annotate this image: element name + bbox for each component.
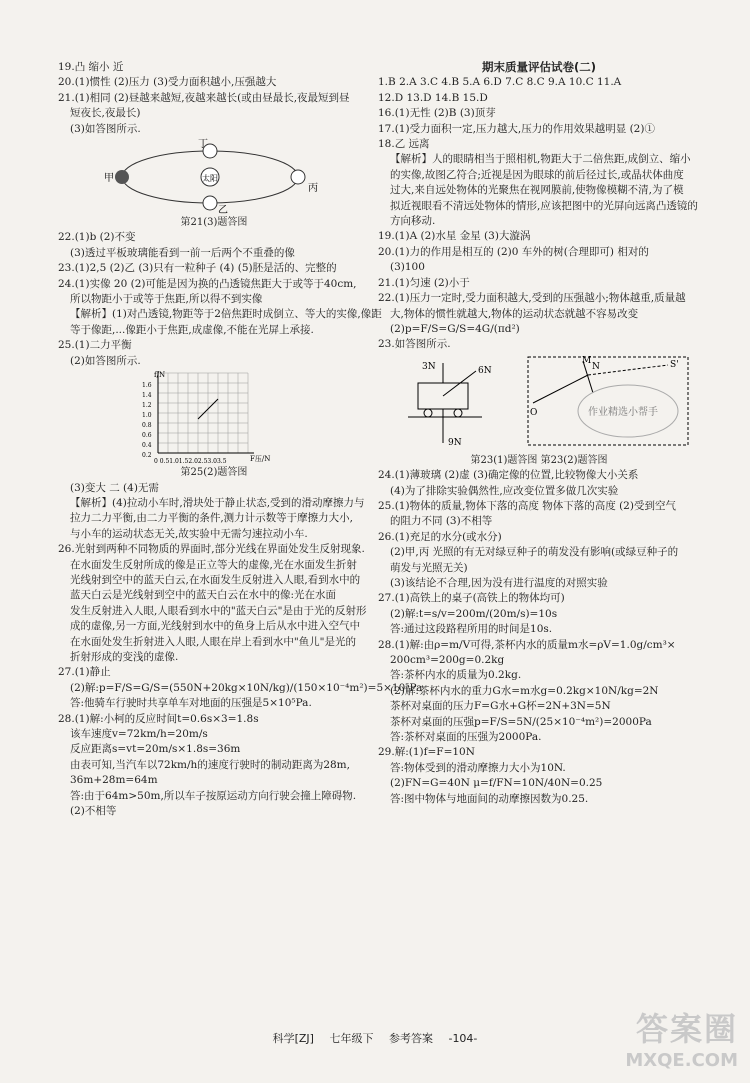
footer-grade: 七年级下: [329, 1032, 374, 1045]
text-line: 16.(1)无性 (2)B (3)顶芽: [378, 107, 496, 120]
text-line: 18.乙 远离: [378, 138, 430, 151]
text-line: 21.(1)相同 (2)昼越来越短,夜越来越长(或由昼最长,夜最短到昼: [58, 91, 350, 104]
text-line: 26.光射到两种不同物质的界面时,部分光线在界面处发生反射现象.: [58, 543, 365, 556]
text-line: 成的虚像,另一方面,光线射到水中的鱼身上后从水中进入空气中: [70, 620, 361, 633]
ytick: 0.4: [142, 442, 152, 450]
text-line: 折射形成的变浅的虚像.: [70, 650, 179, 663]
text-line: 在水面处发生折射进入人眼,人眼在岸上看到水中"鱼儿"是光的: [70, 635, 356, 648]
ytick: 0.2: [142, 452, 152, 460]
watermark-logo: 答案圈: [635, 1010, 738, 1048]
text-line: 23.如答图所示.: [378, 338, 451, 351]
footer-type: 参考答案: [388, 1032, 433, 1045]
text-line: 【解析】(1)对凸透镜,物距等于2倍焦距时成倒立、等大的实像,像距: [70, 308, 382, 321]
text-line: (3)变大 二 (4)无需: [70, 481, 159, 494]
label-yi: 乙: [218, 205, 228, 217]
text-line: (2)解:p=F/S=G/S=(550N+20kg×10N/kg)/(150×10⁻⁴m²)=5×10⁵Pa: [70, 681, 423, 694]
footer-page: -104-: [448, 1032, 478, 1045]
label-sun: 太阳: [202, 174, 218, 184]
text-line: 答:图中物体与地面间的动摩擦因数为0.25.: [390, 792, 589, 805]
text-line: 答:由于64m>50m,所以车子按原运动方向行驶会撞上障碍物.: [70, 789, 357, 802]
text-line: 【解析】人的眼睛相当于照相机,物距大于二倍焦距,成倒立、缩小: [390, 153, 691, 166]
text-line: (2)解:茶杯内水的重力G水=m水g=0.2kg×10N/kg=2N: [390, 684, 659, 697]
text-line: (4)为了排除实验偶然性,应改变位置多做几次实验: [390, 484, 619, 497]
text-line: 等于像距,...像距小于焦距,成虚像,不能在光屏上承接.: [70, 323, 314, 336]
text-line: 12.D 13.D 14.B 15.D: [378, 91, 488, 104]
text-line: 该车速度v=72km/h=20m/s: [70, 728, 208, 740]
text-line: 的实像,故图乙符合;近视是因为眼球的前后径过长,或晶状体曲度: [390, 168, 684, 181]
ytick: 1.4: [142, 392, 152, 400]
label-bing: 丙: [308, 183, 318, 195]
text-line: 反应距离s=vt=20m/s×1.8s=36m: [70, 743, 241, 756]
text-line: 茶杯对桌面的压力F=G水+G杯=2N+3N=5N: [390, 700, 611, 713]
orbit-figure: [58, 137, 370, 215]
text-line: 22.(1)压力一定时,受力面积越大,受到的压强越小;物体越重,质量越: [378, 292, 686, 305]
text-line: 【解析】(4)拉动小车时,滑块处于静止状态,受到的滑动摩擦力与: [70, 496, 365, 509]
text-line: 拉力二力平衡,由二力平衡的条件,测力计示数等于摩擦力大小,: [70, 512, 354, 525]
text-line: (2)甲,丙 光照的有无对绿豆种子的萌发没有影响(或绿豆种子的: [390, 546, 679, 559]
text-line: (2)不相等: [70, 805, 117, 818]
label-9n: 9N: [448, 437, 462, 448]
text-line: 22.(1)b (2)不变: [58, 231, 136, 244]
force-and-mirror-figure: [378, 353, 700, 453]
text-line: 24.(1)薄玻璃 (2)虚 (3)确定像的位置,比较物像大小关系: [378, 469, 639, 482]
text-line: (2)如答图所示.: [70, 354, 141, 367]
text-line: 17.(1)受力面积一定,压力越大,压力的作用效果越明显 (2)①: [378, 122, 655, 135]
right-column: [378, 60, 700, 807]
text-line: 第23(1)题答图 第23(2)题答图: [470, 454, 608, 466]
text-line: 第25(2)题答图: [180, 467, 248, 479]
text-line: 36m+28m=64m: [70, 774, 158, 787]
text-line: 20.(1)力的作用是相互的 (2)0 车外的树(合理即可) 相对的: [378, 245, 649, 258]
text-line: (3)如答图所示.: [70, 122, 141, 135]
text-line: 大,物体的惯性就越大,物体的运动状态就越不容易改变: [390, 307, 639, 320]
text-line: 答:茶杯内水的质量为0.2kg.: [390, 669, 522, 682]
text-line: 方向移动.: [390, 215, 436, 228]
text-line: 在水面发生反射所成的像是正立等大的虚像,光在水面发生折射: [70, 558, 357, 571]
xlabel: F压/N: [250, 455, 271, 464]
text-line: 200cm³=200g=0.2kg: [390, 654, 505, 666]
text-line: 过大,来自远处物体的光聚焦在视网膜前,使物像模糊不清,为了模: [390, 184, 684, 197]
text-line: (2)FN=G=40N μ=f/FN=10N/40N=0.25: [390, 777, 603, 790]
text-line: 由表可知,当汽车以72km/h的速度行驶时的制动距离为28m,: [70, 758, 350, 771]
text-line: 29.解:(1)f=F=10N: [378, 746, 475, 759]
label-m: M: [582, 355, 592, 366]
ytick: 0.6: [142, 432, 152, 440]
text-line: 25.(1)物体的质量,物体下落的高度 物体下落的高度 (2)受到空气: [378, 499, 676, 512]
text-line: 20.(1)惯性 (2)压力 (3)受力面积越小,压强越大: [58, 76, 277, 89]
text-line: 拟近视眼看不清远处物体的情形,应该把图中的光屏向远离凸透镜的: [390, 199, 698, 212]
stamp-text: 作业精选小帮手: [588, 406, 658, 418]
footer-subject: 科学[ZJ]: [272, 1032, 314, 1045]
text-line: 28.(1)解:小柯的反应时间t=0.6s×3=1.8s: [58, 712, 259, 725]
text-line: 答:他骑车行驶时共享单车对地面的压强是5×10⁵Pa.: [70, 697, 312, 710]
text-line: 21.(1)匀速 (2)小于: [378, 276, 470, 289]
friction-graph: [58, 369, 370, 465]
exam-title: 期末质量评估试卷(二): [481, 60, 596, 74]
ytick: 1.2: [142, 402, 152, 410]
text-line: 28.(1)解:由ρ=m/V可得,茶杯内水的质量m水=ρV=1.0g/cm³×: [378, 638, 676, 651]
text-line: 27.(1)高铁上的桌子(高铁上的物体均可): [378, 592, 565, 605]
watermark-url: MXQE.COM: [625, 1050, 738, 1071]
text-line: 萌发与光照无关): [390, 561, 468, 574]
text-line: 答:物体受到的滑动摩擦力大小为10N.: [390, 761, 566, 774]
text-line: 蓝天白云是光线射到空中的蓝天白云在水中的像:光在水面: [70, 589, 337, 602]
ytick: 0.8: [142, 422, 152, 430]
label-6n: 6N: [478, 365, 492, 376]
text-line: (3)透过平板玻璃能看到一前一后两个不重叠的像: [70, 246, 295, 259]
text-line: 答:通过这段路程所用的时间是10s.: [390, 623, 553, 636]
text-line: 1.B 2.A 3.C 4.B 5.A 6.D 7.C 8.C 9.A 10.C 11.A: [378, 76, 622, 89]
text-line: 26.(1)充足的水分(或水分): [378, 530, 502, 543]
text-line: 短夜长,夜最长): [70, 107, 141, 120]
text-line: (3)100: [390, 261, 425, 274]
text-line: 与小车的运动状态无关,故实验中无需匀速拉动小车.: [70, 527, 308, 540]
text-line: 23.(1)2,5 (2)乙 (3)只有一粒种子 (4) (5)胚是活的、完整的: [58, 262, 337, 275]
label-n: N: [592, 361, 600, 372]
text-line: 24.(1)实像 20 (2)可能是因为换的凸透镜焦距大于或等于40cm,: [58, 277, 357, 290]
label-jia: 甲: [104, 173, 114, 185]
text-line: 所以物距小于或等于焦距,所以得不到实像: [70, 293, 263, 306]
watermark: [625, 1004, 738, 1071]
text-line: (3)该结论不合理,因为没有进行温度的对照实验: [390, 576, 608, 589]
label-3n: 3N: [422, 361, 436, 372]
ylabel: f/N: [154, 371, 166, 380]
text-line: (2)解:t=s/v=200m/(20m/s)=10s: [390, 607, 558, 620]
text-line: 第21(3)题答图: [180, 217, 248, 229]
text-line: 19.凸 缩小 近: [58, 61, 124, 73]
text-line: 的阻力不同 (3)不相等: [390, 515, 493, 528]
xticks: 0 0.51.01.52.02.53.03.5: [154, 458, 227, 466]
text-line: 发生反射进入人眼,人眼看到水中的"蓝天白云"是由于光的反射形: [70, 604, 367, 617]
text-line: 答:茶杯对桌面的压强为2000Pa.: [390, 731, 542, 744]
label-ding: 丁: [198, 139, 208, 151]
text-line: 19.(1)A (2)水星 金星 (3)大漩涡: [378, 230, 531, 243]
ytick: 1.6: [142, 382, 152, 390]
text-line: 27.(1)静止: [58, 666, 111, 679]
text-line: (2)p=F/S=G/S=4G/(πd²): [390, 322, 520, 335]
label-s-prime: S': [670, 359, 679, 370]
text-line: 光线射到空中的蓝天白云,在水面发生反射进入人眼,看到水中的: [70, 573, 361, 586]
label-o: O: [530, 407, 538, 418]
ytick: 1.0: [142, 412, 152, 420]
text-line: 25.(1)二力平衡: [58, 339, 132, 352]
text-line: 茶杯对桌面的压强p=F/S=5N/(25×10⁻⁴m²)=2000Pa: [390, 715, 652, 728]
